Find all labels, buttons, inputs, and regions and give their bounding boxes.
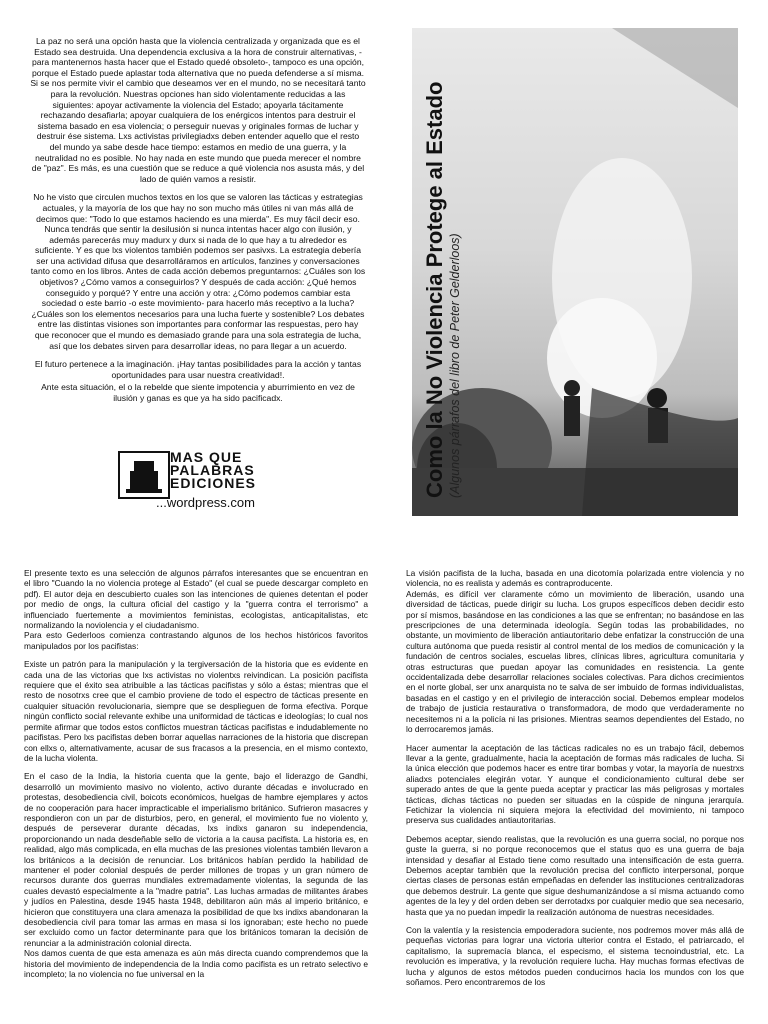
publisher-logo [118,451,278,513]
body-paragraph: La visión pacifista de la lucha, basada en una dicotomía polarizada entre violencia y no violencia, no es realista y además es contraproducente. [406,568,744,589]
intro-paragraph: Ante esta situación, el o la rebelde que siente impotencia y aburrimiento en vez de ilusión y ganas es que ya ha sido pacificadx. [41,382,355,403]
logo-line: MAS QUE [170,449,243,465]
press-icon [118,451,170,499]
intro-paragraph: La paz no será una opción hasta que la violencia centralizada y organizada que es el Estado sea destruida. Una dependencia exclusiva a la hora de construir alternativas, -para mantenernos hasta hacer que el Estado quedé obsoleto-, tampoco es una opción, porque el Estado puede aplastar toda alternativa que no pueda defenderse a sí misma. Si se nos permite vivir el cambio que deseamos ver en el mundo, no se necesitará tanto para la revolución. Nuestras opciones han sido violentamente reducidas a las siguientes: apoyar activamente la violencia del Estado; apoyarla tácitamente rechazando desafiarla; apoyar cualquiera de los enérgicos intentos para destruir el sistema basado en esa violencia; o perseguir nuevas y originales formas de luchar y destruir ése sistema. Lxs activistas privilegiadxs deben entender aquello que el resto del mundo ya sabe desde hace tiempo: estamos en medio de una guerra, y la neutralidad no es posible. No hay nada en este mundo que pueda merecer el nombre de "paz". Es más, es una cuestión que se reduce a qué violencia nos asusta más, y del lado de quién vamos a resistir. [30,36,366,184]
body-paragraph: Para esto Gederloos comienza contrastando algunos de los hechos históricos favoritos manipulados por los pacifistas: [24,630,368,651]
logo-url: ...wordpress.com [156,495,255,510]
intro-paragraph: El futuro pertenece a la imaginación. ¡Hay tantas posibilidades para la acción y tantas oportunidades para usar nuestra creatividad!. [34,359,362,380]
intro-text [30,36,366,412]
body-paragraph: El presente texto es una selección de algunos párrafos interesantes que se encuentran en el libro "Cuando la no violencia protege al Estado" (el cual se puede descargar completo en pdf). El autor deja en descubierto cuales son las intenciones de quienes detentan el poder por medio de ongs, la cultura oficial del castigo y la "guerra contra el terrorismo" a influenciado fuertemente a movimientos feministas, ecologistas, anticapitalistas, etc normalizando la noviolencia y el ciudadanismo. [24,568,368,631]
right-column [406,568,744,995]
body-paragraph: Hacer aumentar la aceptación de las tácticas radicales no es un trabajo fácil, debemos llevar a la gente, gradualmente, hacia la aceptación de formas más radicales de lucha. Si la única elección que podemos hacer es entre tirar bombas y votar, la mayoría de nuestrxs aliadxs potenciales elegirán votar. Y aunque el condicionamiento cultural debe ser superado antes de que la gente pueda aceptar y practicar las más peligrosas y mortales tácticas, dichas tácticas no pueden ser situadas en la cúspide de ninguna jerarquía. Fetichizar la violencia ni siquiera mejora la efectividad del movimiento, ni tampoco preserva sus cualidades antiautoritarias. [406,742,744,826]
body-paragraph: Nos damos cuenta de que esta amenaza es aún más directa cuando comprendemos que la historia del movimiento de independencia de la India como pacifista es un retrato selectivo e incompleto; la no violencia no fue universal en la [24,948,368,980]
logo-line: PALABRAS [170,462,255,478]
body-paragraph: Existe un patrón para la manipulación y la tergiversación de la historia que es evidente en cada una de las victorias que lxs activistas no violentxs reivindican. La posición pacifista requiere que el éxito sea atribuible a las tácticas pacifistas y sólo a éstas; mientras que el resto de nosotrxs cree que el cambio proviene de todo el espectro de tácticas presente en cualquier situación revolucionaria, siempre que se desplieguen de forma efectiva. Porque ningún conflicto social relevante exhibe una uniformidad de tácticas e ideologías; lo cual nos permite afirmar que todos estos conflictos muestran tácticas pacifistas e indudablemente no pacifistas. Pero lxs pacifistas deben borrar aquellas narraciones de la historia que discrepan con ellxs o, alternativamente, acusar de sus fracasos a la presencia, en el mismo contexto, de la lucha violenta. [24,659,368,763]
intro-paragraph: No he visto que circulen muchos textos en los que se valoren las tácticas y estrategias actuales, y la mayoría de los que hay no son mucho más útiles ni van más allá de decimos que: "Todo lo que estamos haciendo es una mierda". Es muy fácil decir eso. Nunca tendrás que sentir la desilusión si nunca intentas hacer algo con ilusión, y además parecerás muy madurx y durx si nada de lo que hay a tu alrededor es suficiente. Y es que lxs violentos también podemos ser pasivxs. La estrategia debería ser una actividad difusa que desarrolláramos en artículos, fanzines y conversaciones tanto como en los libros. Antes de cada acción debemos preguntarnos: ¿Cuáles son los objetivos? ¿Cómo vamos a conseguirlos? Y después de cada acción: ¿Qué hemos conseguido y porqué? Y entre una acción y otra: ¿Cómo podemos cambiar esta sociedad o este barrio -o este movimiento- para hacerlo más receptivo a la lucha? ¿Cuáles son los elementos necesarios para una lucha fuerte y sostenible? Los debates entre las distintas visiones son importantes para conformar las respuestas, pero hay que reconocer que el mundo es demasiado grande para una sola estrategia de lucha, así que los debates sirven para desarrollar ideas, no para llegar a un acuerdo. [30,192,366,351]
body-paragraph: En el caso de la India, la historia cuenta que la gente, bajo el liderazgo de Gandhi, desarrolló un movimiento masivo no violento, activo durante décadas e involucrado en protestas, desobediencia civil, boicots económicos, huelgas de hambre ejemplares y actos de no cooperación para hacer impracticable el imperialismo británico. Sufrieron masacres y respondieron con un par de disturbios, pero, en general, el movimiento fue no violento y, después de perseverar durante décadas, lxs indixs ganaron su independencia, proporcionando un nada desdeñable sello de victoria a la causa pacifista. La historia es, en realidad, algo más complicada, en ella muchas de las presiones violentas también llevaron a los británicos a la decisión de renunciar. Los británicos habían perdido la habilidad de mantener el poder colonial después de perder millones de tropas y un gran número de recursos durante dos guerras mundiales extremadamente violentas, la segunda de las cuales devastó especialmente a la "madre patria". Las luchas armadas de militantes árabes y judíos en Palestina, desde 1945 hasta 1948, debilitaron aún más al imperio británico, e hicieron que constituyera una clara amenaza la posibilidad de que lxs indixs abandonaran la desobediencia civil para tomar las armas en masa si los ignoraban; este hecho no puede ser excluido como un factor determinante para que los británicos tomaran la decisión de renunciar a la administración colonial directa. [24,771,368,948]
body-paragraph: Además, es difícil ver claramente cómo un movimiento de liberación, usando una diversidad de tácticas, puede dirigir su lucha. Los grupos específicos deben decidir esto por sí mismos, basándose en las condiciones a las que se enfrentan; no basándose en las prescripciones de una determinada ideología. Según todas las probabilidades, no obstante, un movimiento de liberación antiautoritario debe enfatizar la construcción de una cultura autónoma que pueda resistir al control mental de los medios de comunicación y la fundación de centros sociales, escuelas libres, clínicas libres, agricultura comunitaria y otras estructuras que puedan apoyar las comunidades en resistencia. La gente occidentalizada debe desarrollar relaciones sociales colectivas. Para dichos crecimientos en el norte global, ser unx anarquista no te salva de ser imbuido de formas individualistas, basadas en el castigo y en el privilegio de interacción social. Debemos emplear modelos de trabajo de justicia restaurativa o transformadora, de modo que verdaderamente no necesitemos ni a la policía ni las prisiones. Mientras seamos dependientes del Estado, no lo derrocaremos jamás. [406,588,744,735]
cover-subtitle: (Algunos párrafos del libro de Peter Gelderloos) [448,233,462,498]
cover-image [412,28,738,516]
cover-title: Como la No Violencia Protege al Estado [422,81,447,498]
logo-line: EDICIONES [170,475,257,491]
left-column [24,568,368,987]
body-paragraph: Con la valentía y la resistencia empoderadora suciente, nos podremos mover más allá de pequeñas victorias para lograr una victoria ulterior contra el Estado, el patriarcado, el capitalismo, la supremacía blanca, el especismo, el sistema tecnoindustrial, etc. La revolución es imperativa, y la revolución requiere lucha. Hay muchas formas efectivas de lucha y algunos de estos métodos pueden conducirnos hacia los mundos con los que soñamos. Pero encontraremos de los [406,925,744,988]
body-paragraph: Debemos aceptar, siendo realistas, que la revolución es una guerra social, no porque nos guste la guerra, si no porque reconocemos que el status quo es una guerra de baja intensidad y desafiar al Estado tiene como resultado una intensificación de esta guerra. Debemos aceptar también que la revolución precisa del conflicto interpersonal, porque ciertas clases de personas están empeñadas en defender las instituciones centralizadoras que debemos destruir. La gente que sigue deshumanizándose a sí misma actuando como agentes de la ley y del orden deben ser derrotadxs por cualquier medio que sea necesario, hasta que ya no puedan impedir la realización autónoma de nuestras necesidades. [406,833,744,917]
cover-title-block [422,38,462,498]
